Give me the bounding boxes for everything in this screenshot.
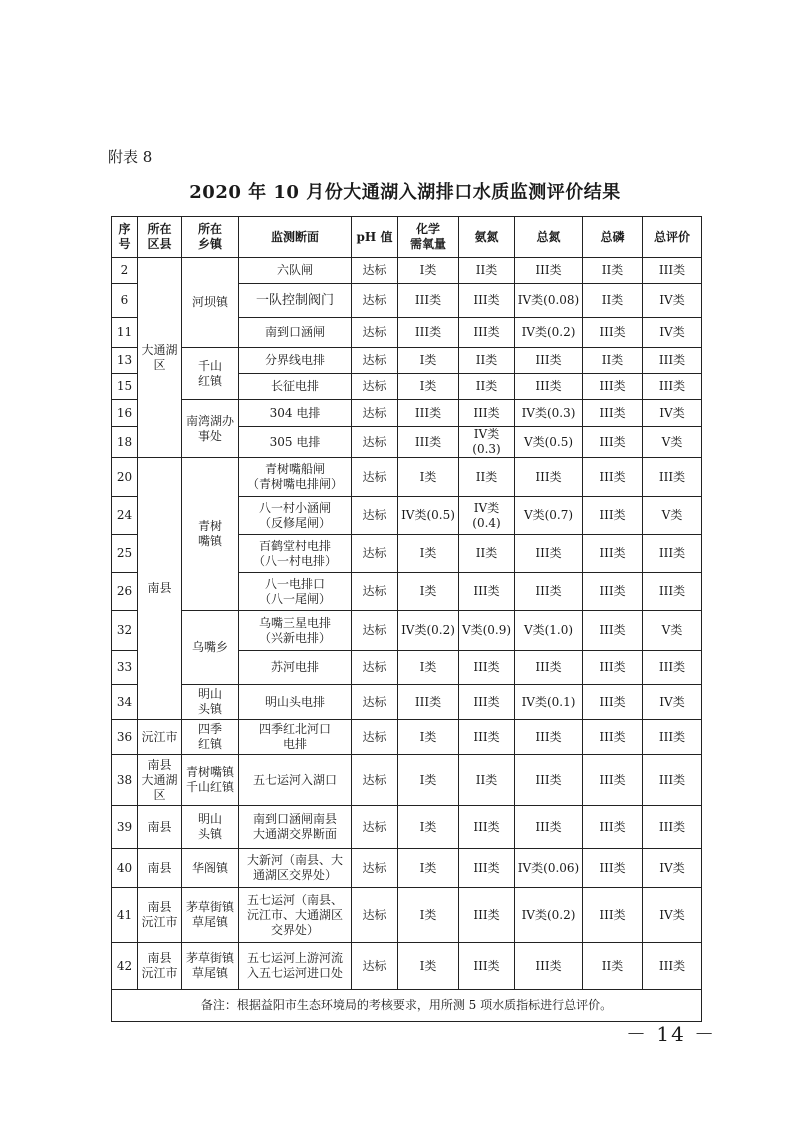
ammonia-cell: III类 [459,888,515,943]
site-cell: 五七运河上游河流 入五七运河进口处 [239,943,352,990]
county-cell: 沅江市 [138,720,182,755]
header-row [112,217,702,258]
ammonia-cell: III类 [459,573,515,611]
cod-cell: I类 [398,348,459,374]
site-cell: 长征电排 [239,374,352,400]
tp-cell: II类 [583,943,643,990]
site-cell: 一队控制阀门 [239,284,352,318]
tn-cell: IV类(0.1) [515,685,583,720]
site-cell: 南到口涵闸 [239,318,352,348]
cod-cell: I类 [398,943,459,990]
header-ammonia: 氨氮 [459,217,515,258]
overall-cell: IV类 [643,400,702,427]
attachment-label: 附表 8 [108,148,153,166]
note-row [112,990,702,1022]
table-row [112,458,702,497]
tp-cell: III类 [583,651,643,685]
ph-cell: 达标 [352,374,398,400]
tn-cell: III类 [515,806,583,849]
table-row [112,611,702,651]
site-cell: 大新河（南县、大 通湖区交界处） [239,849,352,888]
ammonia-cell: III类 [459,806,515,849]
ammonia-cell: III类 [459,651,515,685]
cod-cell: IV类(0.5) [398,497,459,535]
tn-cell: III类 [515,374,583,400]
seq-cell: 13 [112,348,138,374]
town-cell: 华阁镇 [182,849,239,888]
overall-cell: IV类 [643,685,702,720]
table-row [112,685,702,720]
tp-cell: III类 [583,497,643,535]
cod-cell: III类 [398,427,459,458]
cod-cell: IV类(0.2) [398,611,459,651]
overall-cell: III类 [643,806,702,849]
note-text: 备注：根据益阳市生态环境局的考核要求，用所测 5 项水质指标进行总评价。 [112,990,702,1022]
tn-cell: III类 [515,755,583,806]
ammonia-cell: III类 [459,318,515,348]
cod-cell: I类 [398,849,459,888]
site-cell: 苏河电排 [239,651,352,685]
tn-cell: III类 [515,943,583,990]
cod-cell: I类 [398,651,459,685]
seq-cell: 24 [112,497,138,535]
overall-cell: III类 [643,348,702,374]
overall-cell: IV类 [643,284,702,318]
table-row [112,943,702,990]
county-cell-nanxian: 南县 [138,458,182,720]
site-cell: 百鹤堂村电排 （八一村电排） [239,535,352,573]
ammonia-cell: IV类(0.4) [459,497,515,535]
tn-cell: III类 [515,348,583,374]
site-cell: 八一电排口 （八一尾闸） [239,573,352,611]
ammonia-cell: III类 [459,943,515,990]
seq-cell: 15 [112,374,138,400]
seq-cell: 33 [112,651,138,685]
ammonia-cell: III类 [459,720,515,755]
county-cell: 南县 沅江市 [138,888,182,943]
ph-cell: 达标 [352,318,398,348]
table-row [112,755,702,806]
tp-cell: III类 [583,400,643,427]
tn-cell: IV类(0.06) [515,849,583,888]
site-cell: 乌嘴三星电排 （兴新电排） [239,611,352,651]
county-cell-datong: 大通湖 区 [138,258,182,458]
county-cell: 南县 [138,806,182,849]
tp-cell: III类 [583,427,643,458]
seq-cell: 42 [112,943,138,990]
seq-cell: 36 [112,720,138,755]
ammonia-cell: III类 [459,849,515,888]
overall-cell: IV类 [643,318,702,348]
tp-cell: III类 [583,573,643,611]
ph-cell: 达标 [352,284,398,318]
cod-cell: I类 [398,535,459,573]
ph-cell: 达标 [352,427,398,458]
cod-cell: I类 [398,755,459,806]
tn-cell: V类(1.0) [515,611,583,651]
overall-cell: V类 [643,611,702,651]
overall-cell: IV类 [643,849,702,888]
cod-cell: III类 [398,685,459,720]
seq-cell: 20 [112,458,138,497]
tn-cell: IV类(0.08) [515,284,583,318]
town-cell: 青树嘴镇 千山红镇 [182,755,239,806]
ph-cell: 达标 [352,651,398,685]
site-cell: 明山头电排 [239,685,352,720]
tp-cell: II类 [583,284,643,318]
tp-cell: III类 [583,685,643,720]
town-cell-wuzui: 乌嘴乡 [182,611,239,685]
tp-cell: II类 [583,348,643,374]
cod-cell: I类 [398,374,459,400]
overall-cell: III类 [643,458,702,497]
town-cell-mingshan: 明山 头镇 [182,685,239,720]
town-cell: 四季 红镇 [182,720,239,755]
ph-cell: 达标 [352,720,398,755]
seq-cell: 6 [112,284,138,318]
header-tp: 总磷 [583,217,643,258]
overall-cell: III类 [643,651,702,685]
ammonia-cell: II类 [459,755,515,806]
ammonia-cell: II类 [459,458,515,497]
seq-cell: 40 [112,849,138,888]
cod-cell: III类 [398,400,459,427]
tp-cell: II类 [583,258,643,284]
tp-cell: III类 [583,458,643,497]
ph-cell: 达标 [352,400,398,427]
ph-cell: 达标 [352,497,398,535]
table-row [112,888,702,943]
site-cell: 青树嘴船闸 （青树嘴电排闸） [239,458,352,497]
header-tn: 总氮 [515,217,583,258]
table-row [112,849,702,888]
table-row [112,720,702,755]
ph-cell: 达标 [352,611,398,651]
site-cell: 四季红北河口 电排 [239,720,352,755]
tp-cell: III类 [583,806,643,849]
seq-cell: 16 [112,400,138,427]
ph-cell: 达标 [352,258,398,284]
tn-cell: III类 [515,573,583,611]
site-cell: 五七运河入湖口 [239,755,352,806]
ammonia-cell: IV类(0.3) [459,427,515,458]
header-overall: 总评价 [643,217,702,258]
cod-cell: I类 [398,258,459,284]
ammonia-cell: III类 [459,284,515,318]
table-row [112,806,702,849]
town-cell-nanwanhu: 南湾湖办 事处 [182,400,239,458]
town-cell: 茅草街镇 草尾镇 [182,888,239,943]
overall-cell: III类 [643,535,702,573]
ammonia-cell: II类 [459,348,515,374]
overall-cell: III类 [643,943,702,990]
overall-cell: IV类 [643,888,702,943]
cod-cell: I类 [398,806,459,849]
town-cell: 茅草街镇 草尾镇 [182,943,239,990]
overall-cell: V类 [643,497,702,535]
cod-cell: I类 [398,888,459,943]
seq-cell: 11 [112,318,138,348]
overall-cell: III类 [643,374,702,400]
ammonia-cell: V类(0.9) [459,611,515,651]
tn-cell: V类(0.5) [515,427,583,458]
cod-cell: I类 [398,720,459,755]
ammonia-cell: III类 [459,400,515,427]
site-cell: 分界线电排 [239,348,352,374]
header-site: 监测断面 [239,217,352,258]
town-cell-hebazhen: 河坝镇 [182,258,239,348]
tp-cell: III类 [583,849,643,888]
town-cell-qianshan: 千山 红镇 [182,348,239,400]
seq-cell: 26 [112,573,138,611]
ph-cell: 达标 [352,458,398,497]
ph-cell: 达标 [352,755,398,806]
ammonia-cell: II类 [459,535,515,573]
overall-cell: III类 [643,258,702,284]
tn-cell: IV类(0.2) [515,318,583,348]
header-town: 所在 乡镇 [182,217,239,258]
overall-cell: III类 [643,755,702,806]
tp-cell: III类 [583,888,643,943]
ammonia-cell: III类 [459,685,515,720]
seq-cell: 39 [112,806,138,849]
header-county: 所在 区县 [138,217,182,258]
ammonia-cell: II类 [459,374,515,400]
tn-cell: III类 [515,458,583,497]
seq-cell: 34 [112,685,138,720]
tp-cell: III类 [583,720,643,755]
site-cell: 六队闸 [239,258,352,284]
seq-cell: 2 [112,258,138,284]
site-cell: 305 电排 [239,427,352,458]
site-cell: 五七运河（南县、 沅江市、大通湖区 交界处） [239,888,352,943]
tn-cell: III类 [515,651,583,685]
table-row [112,400,702,427]
town-cell: 明山 头镇 [182,806,239,849]
seq-cell: 38 [112,755,138,806]
ph-cell: 达标 [352,943,398,990]
county-cell: 南县 沅江市 [138,943,182,990]
overall-cell: III类 [643,573,702,611]
header-ph: pH 值 [352,217,398,258]
site-cell: 304 电排 [239,400,352,427]
ph-cell: 达标 [352,888,398,943]
page-title: 2020 年 10 月份大通湖入湖排口水质监测评价结果 [189,182,621,203]
cod-cell: I类 [398,573,459,611]
page-number: － 14 － [626,1022,717,1046]
overall-cell: V类 [643,427,702,458]
seq-cell: 41 [112,888,138,943]
ph-cell: 达标 [352,685,398,720]
water-quality-table [111,216,702,1022]
ph-cell: 达标 [352,573,398,611]
cod-cell: III类 [398,284,459,318]
ph-cell: 达标 [352,849,398,888]
cod-cell: I类 [398,458,459,497]
tn-cell: III类 [515,720,583,755]
overall-cell: III类 [643,720,702,755]
tn-cell: IV类(0.2) [515,888,583,943]
header-seq: 序 号 [112,217,138,258]
tn-cell: IV类(0.3) [515,400,583,427]
ph-cell: 达标 [352,535,398,573]
table-row [112,348,702,374]
tn-cell: III类 [515,535,583,573]
tp-cell: III类 [583,755,643,806]
seq-cell: 18 [112,427,138,458]
site-cell: 南到口涵闸南县 大通湖交界断面 [239,806,352,849]
ammonia-cell: II类 [459,258,515,284]
county-cell: 南县 大通湖 区 [138,755,182,806]
tp-cell: III类 [583,318,643,348]
header-cod: 化学 需氧量 [398,217,459,258]
town-cell-qingshu: 青树 嘴镇 [182,458,239,611]
cod-cell: III类 [398,318,459,348]
county-cell: 南县 [138,849,182,888]
tp-cell: III类 [583,611,643,651]
tn-cell: V类(0.7) [515,497,583,535]
tp-cell: III类 [583,374,643,400]
ph-cell: 达标 [352,348,398,374]
table-row [112,258,702,284]
tp-cell: III类 [583,535,643,573]
site-cell: 八一村小涵闸 （反修尾闸） [239,497,352,535]
ph-cell: 达标 [352,806,398,849]
seq-cell: 32 [112,611,138,651]
tn-cell: III类 [515,258,583,284]
seq-cell: 25 [112,535,138,573]
